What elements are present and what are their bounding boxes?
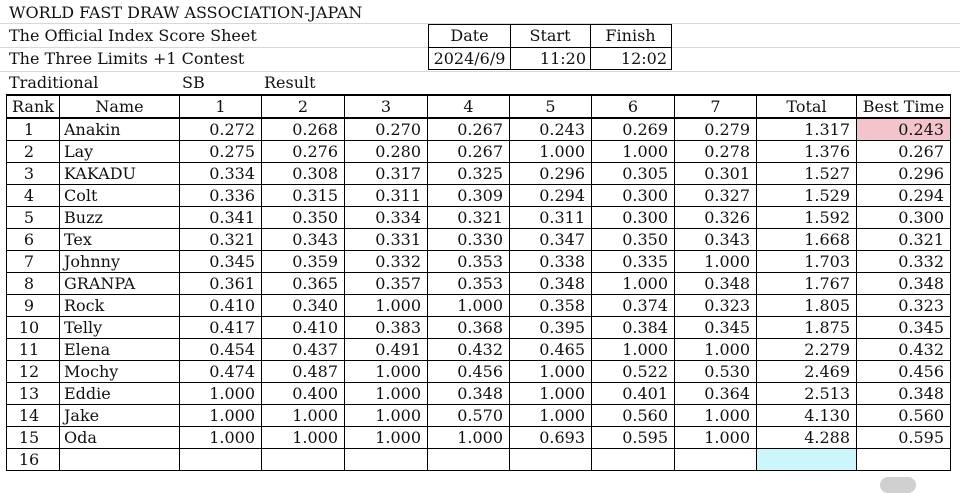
time-cell: 0.358 bbox=[510, 295, 592, 317]
total-cell: 2.279 bbox=[757, 339, 857, 361]
rank-cell: 12 bbox=[7, 361, 60, 383]
time-cell: 0.347 bbox=[510, 229, 592, 251]
time-cell: 0.341 bbox=[180, 207, 262, 229]
table-row bbox=[7, 163, 951, 185]
total-cell: 1.529 bbox=[757, 185, 857, 207]
table-row bbox=[7, 273, 951, 295]
time-cell: 0.311 bbox=[510, 207, 592, 229]
start-label: Start bbox=[529, 26, 571, 45]
rank-cell: 8 bbox=[7, 273, 60, 295]
time-cell: 0.334 bbox=[345, 207, 428, 229]
time-cell: 0.268 bbox=[262, 118, 345, 141]
best-time-cell: 0.243 bbox=[857, 118, 951, 141]
start-value: 11:20 bbox=[539, 49, 586, 68]
time-cell: 0.308 bbox=[262, 163, 345, 185]
finish-value: 12:02 bbox=[620, 49, 667, 68]
time-cell: 1.000 bbox=[510, 383, 592, 405]
table-row bbox=[7, 383, 951, 405]
time-cell: 1.000 bbox=[510, 405, 592, 427]
time-cell: 1.000 bbox=[675, 339, 757, 361]
time-cell: 0.315 bbox=[262, 185, 345, 207]
time-cell: 0.368 bbox=[428, 317, 510, 339]
time-cell bbox=[675, 449, 757, 471]
table-row bbox=[7, 118, 951, 141]
rank-cell: 7 bbox=[7, 251, 60, 273]
time-cell: 0.325 bbox=[428, 163, 510, 185]
time-cell: 0.330 bbox=[428, 229, 510, 251]
time-cell: 1.000 bbox=[675, 251, 757, 273]
time-cell: 0.410 bbox=[262, 317, 345, 339]
time-cell: 1.000 bbox=[592, 339, 675, 361]
col-draw-7: 7 bbox=[675, 95, 757, 118]
time-cell: 0.353 bbox=[428, 251, 510, 273]
time-cell bbox=[592, 449, 675, 471]
time-cell: 1.000 bbox=[180, 427, 262, 449]
rank-cell: 9 bbox=[7, 295, 60, 317]
total-cell: 1.875 bbox=[757, 317, 857, 339]
rank-cell: 15 bbox=[7, 427, 60, 449]
time-cell bbox=[345, 449, 428, 471]
best-time-cell: 0.432 bbox=[857, 339, 951, 361]
time-cell: 0.374 bbox=[592, 295, 675, 317]
table-row bbox=[7, 317, 951, 339]
time-cell: 0.474 bbox=[180, 361, 262, 383]
time-cell: 1.000 bbox=[180, 405, 262, 427]
best-time-cell: 0.296 bbox=[857, 163, 951, 185]
name-cell: Tex bbox=[60, 229, 180, 251]
best-time-cell: 0.348 bbox=[857, 383, 951, 405]
time-cell: 0.522 bbox=[592, 361, 675, 383]
col-rank: Rank bbox=[7, 95, 60, 118]
date-label: Date bbox=[450, 26, 489, 45]
time-cell: 1.000 bbox=[675, 405, 757, 427]
session-info-box bbox=[428, 24, 672, 70]
best-time-cell: 0.456 bbox=[857, 361, 951, 383]
time-cell: 1.000 bbox=[592, 273, 675, 295]
time-cell: 0.570 bbox=[428, 405, 510, 427]
time-cell: 0.595 bbox=[592, 427, 675, 449]
time-cell: 0.345 bbox=[180, 251, 262, 273]
time-cell: 0.323 bbox=[675, 295, 757, 317]
time-cell: 1.000 bbox=[428, 295, 510, 317]
name-cell: Anakin bbox=[60, 118, 180, 141]
time-cell: 0.276 bbox=[262, 141, 345, 163]
category-label: Traditional bbox=[9, 73, 99, 92]
name-cell: Oda bbox=[60, 427, 180, 449]
total-cell: 4.288 bbox=[757, 427, 857, 449]
name-cell: Lay bbox=[60, 141, 180, 163]
time-cell: 0.340 bbox=[262, 295, 345, 317]
best-time-cell: 0.321 bbox=[857, 229, 951, 251]
time-cell: 0.432 bbox=[428, 339, 510, 361]
table-row bbox=[7, 449, 951, 471]
date-value: 2024/6/9 bbox=[433, 49, 506, 68]
time-cell: 0.359 bbox=[262, 251, 345, 273]
name-cell: Jake bbox=[60, 405, 180, 427]
time-cell: 0.275 bbox=[180, 141, 262, 163]
time-cell: 0.487 bbox=[262, 361, 345, 383]
name-cell: Eddie bbox=[60, 383, 180, 405]
time-cell: 0.437 bbox=[262, 339, 345, 361]
time-cell: 1.000 bbox=[592, 141, 675, 163]
time-cell bbox=[428, 449, 510, 471]
time-cell: 0.693 bbox=[510, 427, 592, 449]
table-row bbox=[7, 361, 951, 383]
time-cell: 0.294 bbox=[510, 185, 592, 207]
time-cell: 0.357 bbox=[345, 273, 428, 295]
time-cell: 0.270 bbox=[345, 118, 428, 141]
time-cell: 0.321 bbox=[180, 229, 262, 251]
time-cell: 0.300 bbox=[592, 185, 675, 207]
time-cell: 0.353 bbox=[428, 273, 510, 295]
table-row bbox=[7, 207, 951, 229]
rank-cell: 14 bbox=[7, 405, 60, 427]
header-row bbox=[7, 95, 951, 118]
time-cell: 1.000 bbox=[180, 383, 262, 405]
table-row bbox=[7, 229, 951, 251]
time-cell: 0.317 bbox=[345, 163, 428, 185]
time-cell: 0.395 bbox=[510, 317, 592, 339]
total-cell: 1.767 bbox=[757, 273, 857, 295]
time-cell: 1.000 bbox=[262, 427, 345, 449]
best-time-cell: 0.294 bbox=[857, 185, 951, 207]
name-cell: KAKADU bbox=[60, 163, 180, 185]
time-cell: 0.384 bbox=[592, 317, 675, 339]
col-draw-1: 1 bbox=[180, 95, 262, 118]
total-cell bbox=[757, 449, 857, 471]
time-cell: 0.326 bbox=[675, 207, 757, 229]
time-cell: 0.364 bbox=[675, 383, 757, 405]
total-cell: 1.376 bbox=[757, 141, 857, 163]
time-cell: 0.300 bbox=[592, 207, 675, 229]
name-cell: Colt bbox=[60, 185, 180, 207]
time-cell: 1.000 bbox=[510, 141, 592, 163]
time-cell: 0.530 bbox=[675, 361, 757, 383]
time-cell: 0.491 bbox=[345, 339, 428, 361]
time-cell: 0.348 bbox=[428, 383, 510, 405]
time-cell: 0.321 bbox=[428, 207, 510, 229]
time-cell: 0.338 bbox=[510, 251, 592, 273]
total-cell: 1.805 bbox=[757, 295, 857, 317]
rank-cell: 5 bbox=[7, 207, 60, 229]
time-cell: 0.350 bbox=[592, 229, 675, 251]
table-row bbox=[7, 141, 951, 163]
rank-cell: 3 bbox=[7, 163, 60, 185]
sheet-subtitle: The Official Index Score Sheet bbox=[9, 26, 257, 45]
time-cell: 0.272 bbox=[180, 118, 262, 141]
best-time-cell: 0.323 bbox=[857, 295, 951, 317]
time-cell: 1.000 bbox=[345, 361, 428, 383]
table-row bbox=[7, 339, 951, 361]
best-time-cell: 0.348 bbox=[857, 273, 951, 295]
col-name: Name bbox=[60, 95, 180, 118]
time-cell: 1.000 bbox=[345, 295, 428, 317]
time-cell: 0.269 bbox=[592, 118, 675, 141]
result-label: Result bbox=[264, 73, 316, 92]
time-cell: 0.465 bbox=[510, 339, 592, 361]
time-cell: 0.334 bbox=[180, 163, 262, 185]
col-draw-5: 5 bbox=[510, 95, 592, 118]
contest-name: The Three Limits +1 Contest bbox=[9, 49, 245, 68]
rank-cell: 13 bbox=[7, 383, 60, 405]
rank-cell: 16 bbox=[7, 449, 60, 471]
total-cell: 4.130 bbox=[757, 405, 857, 427]
time-cell: 1.000 bbox=[675, 427, 757, 449]
name-cell: GRANPA bbox=[60, 273, 180, 295]
finish-label: Finish bbox=[605, 26, 656, 45]
col-best-time: Best Time bbox=[857, 95, 951, 118]
time-cell bbox=[180, 449, 262, 471]
time-cell: 0.336 bbox=[180, 185, 262, 207]
name-cell: Buzz bbox=[60, 207, 180, 229]
rank-cell: 4 bbox=[7, 185, 60, 207]
total-cell: 1.668 bbox=[757, 229, 857, 251]
time-cell: 0.400 bbox=[262, 383, 345, 405]
time-cell: 0.383 bbox=[345, 317, 428, 339]
time-cell: 0.361 bbox=[180, 273, 262, 295]
best-time-cell: 0.332 bbox=[857, 251, 951, 273]
table-row bbox=[7, 427, 951, 449]
time-cell: 0.456 bbox=[428, 361, 510, 383]
col-draw-4: 4 bbox=[428, 95, 510, 118]
name-cell: Mochy bbox=[60, 361, 180, 383]
best-time-cell bbox=[857, 449, 951, 471]
best-time-cell: 0.300 bbox=[857, 207, 951, 229]
time-cell: 0.345 bbox=[675, 317, 757, 339]
time-cell: 0.301 bbox=[675, 163, 757, 185]
rank-cell: 11 bbox=[7, 339, 60, 361]
name-cell: Telly bbox=[60, 317, 180, 339]
total-cell: 1.317 bbox=[757, 118, 857, 141]
rank-cell: 1 bbox=[7, 118, 60, 141]
time-cell: 0.305 bbox=[592, 163, 675, 185]
time-cell: 0.343 bbox=[675, 229, 757, 251]
time-cell: 0.280 bbox=[345, 141, 428, 163]
time-cell: 0.417 bbox=[180, 317, 262, 339]
time-cell: 0.327 bbox=[675, 185, 757, 207]
name-cell: Rock bbox=[60, 295, 180, 317]
total-cell: 1.703 bbox=[757, 251, 857, 273]
time-cell bbox=[510, 449, 592, 471]
time-cell: 0.560 bbox=[592, 405, 675, 427]
time-cell: 0.348 bbox=[510, 273, 592, 295]
time-cell: 0.279 bbox=[675, 118, 757, 141]
total-cell: 1.592 bbox=[757, 207, 857, 229]
time-cell: 0.311 bbox=[345, 185, 428, 207]
rank-cell: 6 bbox=[7, 229, 60, 251]
time-cell: 0.454 bbox=[180, 339, 262, 361]
total-cell: 1.527 bbox=[757, 163, 857, 185]
best-time-cell: 0.345 bbox=[857, 317, 951, 339]
time-cell: 0.309 bbox=[428, 185, 510, 207]
sb-label: SB bbox=[182, 73, 205, 92]
sheet-title: WORLD FAST DRAW ASSOCIATION-JAPAN bbox=[9, 3, 363, 22]
table-row bbox=[7, 185, 951, 207]
name-cell bbox=[60, 449, 180, 471]
time-cell: 1.000 bbox=[510, 361, 592, 383]
time-cell: 1.000 bbox=[262, 405, 345, 427]
time-cell: 0.331 bbox=[345, 229, 428, 251]
rank-cell: 2 bbox=[7, 141, 60, 163]
best-time-cell: 0.267 bbox=[857, 141, 951, 163]
gridline bbox=[0, 71, 960, 72]
name-cell: Johnny bbox=[60, 251, 180, 273]
time-cell: 0.243 bbox=[510, 118, 592, 141]
time-cell: 0.332 bbox=[345, 251, 428, 273]
time-cell: 0.296 bbox=[510, 163, 592, 185]
time-cell: 0.267 bbox=[428, 141, 510, 163]
time-cell: 0.365 bbox=[262, 273, 345, 295]
score-rows bbox=[7, 118, 951, 471]
rank-cell: 10 bbox=[7, 317, 60, 339]
total-cell: 2.469 bbox=[757, 361, 857, 383]
total-cell: 2.513 bbox=[757, 383, 857, 405]
best-time-cell: 0.595 bbox=[857, 427, 951, 449]
table-row bbox=[7, 251, 951, 273]
best-time-cell: 0.560 bbox=[857, 405, 951, 427]
table-row bbox=[7, 295, 951, 317]
col-draw-3: 3 bbox=[345, 95, 428, 118]
scores-table bbox=[6, 94, 951, 471]
col-draw-2: 2 bbox=[262, 95, 345, 118]
table-row bbox=[7, 405, 951, 427]
time-cell: 0.348 bbox=[675, 273, 757, 295]
time-cell: 0.267 bbox=[428, 118, 510, 141]
time-cell: 0.410 bbox=[180, 295, 262, 317]
name-cell: Elena bbox=[60, 339, 180, 361]
col-total: Total bbox=[757, 95, 857, 118]
time-cell: 0.350 bbox=[262, 207, 345, 229]
col-draw-6: 6 bbox=[592, 95, 675, 118]
time-cell: 1.000 bbox=[345, 427, 428, 449]
time-cell: 1.000 bbox=[428, 427, 510, 449]
time-cell: 0.278 bbox=[675, 141, 757, 163]
time-cell bbox=[262, 449, 345, 471]
time-cell: 0.343 bbox=[262, 229, 345, 251]
scroll-handle[interactable] bbox=[880, 477, 916, 493]
time-cell: 0.401 bbox=[592, 383, 675, 405]
time-cell: 0.335 bbox=[592, 251, 675, 273]
time-cell: 1.000 bbox=[345, 405, 428, 427]
time-cell: 1.000 bbox=[345, 383, 428, 405]
